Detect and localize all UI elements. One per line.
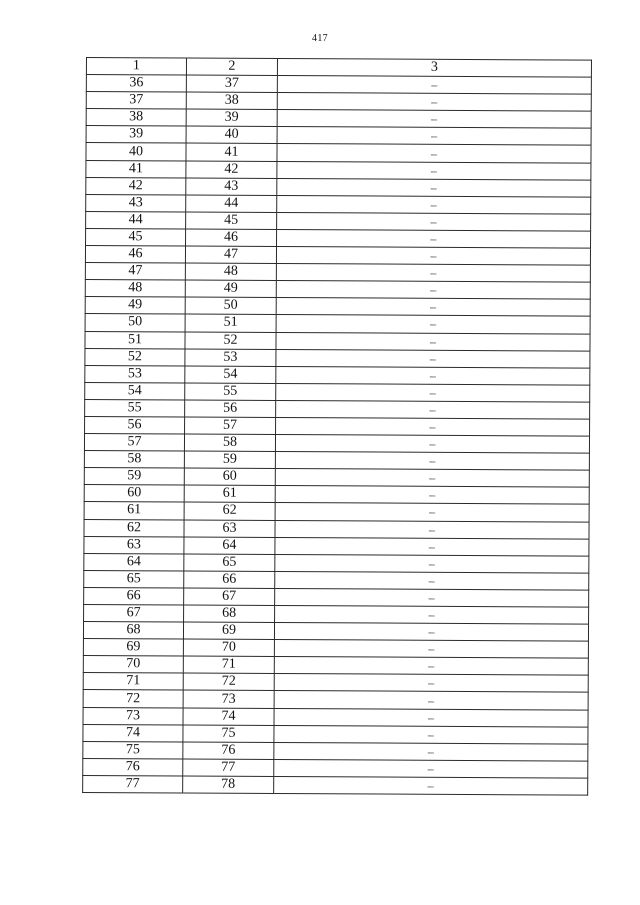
table-cell: 45 — [186, 212, 277, 230]
table-cell: 62 — [184, 502, 275, 520]
table-cell: 52 — [185, 332, 276, 350]
table-cell: 76 — [83, 758, 183, 776]
table-cell: 51 — [185, 314, 276, 332]
table-cell: 65 — [184, 554, 275, 572]
table-cell: 48 — [185, 263, 276, 281]
column-header: 1 — [86, 58, 186, 76]
table-body — [83, 75, 592, 796]
table-cell: 57 — [84, 434, 184, 452]
column-header: 3 — [277, 59, 591, 78]
table-cell: 40 — [186, 126, 277, 144]
table-cell: 69 — [83, 639, 183, 657]
table-cell: – — [276, 400, 590, 419]
table-cell: – — [276, 247, 590, 266]
table-cell: – — [277, 127, 591, 146]
table-cell: – — [274, 640, 588, 659]
table-cell: – — [275, 503, 589, 522]
table-cell: 43 — [86, 194, 186, 212]
table-cell: 39 — [186, 109, 277, 127]
table-cell: 73 — [183, 690, 274, 708]
table-cell: 56 — [185, 400, 276, 418]
table-cell: – — [277, 229, 591, 248]
table-cell: 71 — [83, 673, 183, 691]
table-cell: 61 — [84, 502, 184, 520]
table-cell: 75 — [83, 741, 183, 759]
table-cell: – — [276, 281, 590, 300]
table-cell: 49 — [185, 280, 276, 298]
table-cell: 52 — [85, 348, 185, 366]
table-cell: 49 — [85, 297, 185, 315]
table-cell: 59 — [84, 468, 184, 486]
table-cell: 37 — [186, 75, 277, 93]
table-cell: 76 — [183, 742, 274, 760]
table-cell: 38 — [186, 92, 277, 110]
table-cell: 69 — [183, 622, 274, 640]
table-cell: 47 — [185, 246, 276, 264]
table-cell: 36 — [86, 75, 186, 93]
table-cell: – — [276, 366, 590, 385]
table-cell: 55 — [185, 383, 276, 401]
table-cell: 58 — [84, 451, 184, 469]
table-cell: 44 — [186, 195, 277, 213]
table-cell: – — [275, 588, 589, 607]
table-cell: – — [274, 623, 588, 642]
table-cell: – — [277, 195, 591, 214]
table-cell: 59 — [184, 451, 275, 469]
table-cell: 41 — [86, 160, 186, 178]
table-cell: – — [275, 554, 589, 573]
table-cell: 65 — [84, 570, 184, 588]
table-cell: 43 — [186, 178, 277, 196]
table-cell: 63 — [84, 536, 184, 554]
table-cell: – — [276, 383, 590, 402]
table-cell: 47 — [85, 263, 185, 281]
table-cell: 42 — [186, 161, 277, 179]
table-cell: 51 — [85, 331, 185, 349]
table-cell: 62 — [84, 519, 184, 537]
table-cell: 74 — [83, 724, 183, 742]
table-cell: 78 — [183, 776, 274, 794]
table-cell: – — [275, 486, 589, 505]
table-cell: 63 — [184, 520, 275, 538]
table-cell: 46 — [186, 229, 277, 247]
table-cell: 46 — [85, 246, 185, 264]
table-cell: 70 — [83, 656, 183, 674]
table-cell: 67 — [184, 588, 275, 606]
table-cell: 64 — [184, 537, 275, 555]
table-cell: 39 — [86, 126, 186, 144]
table-cell: 50 — [185, 297, 276, 315]
table-cell: 73 — [83, 707, 183, 725]
table-cell: 58 — [184, 434, 275, 452]
page-number: 417 — [312, 33, 328, 44]
table-cell: 72 — [83, 690, 183, 708]
table-cell: – — [275, 571, 589, 590]
table-cell: – — [276, 332, 590, 351]
table-cell: 42 — [86, 177, 186, 195]
table-cell: – — [276, 298, 590, 317]
table-cell: – — [277, 93, 591, 112]
table-cell: – — [277, 178, 591, 197]
data-table — [82, 57, 592, 796]
table-cell: – — [277, 76, 591, 95]
table-cell: 66 — [84, 587, 184, 605]
table-cell: 55 — [85, 399, 185, 417]
table-cell: 70 — [183, 639, 274, 657]
table-cell: 68 — [184, 605, 275, 623]
table-cell: – — [275, 537, 589, 556]
table-cell: – — [274, 674, 588, 693]
table-cell: 37 — [86, 92, 186, 110]
table-cell: 64 — [84, 553, 184, 571]
table-cell: – — [276, 264, 590, 283]
table-cell: 66 — [184, 571, 275, 589]
table-cell: – — [275, 469, 589, 488]
table-cell: – — [275, 520, 589, 539]
table-cell: 77 — [183, 759, 274, 777]
table-cell: – — [274, 742, 588, 761]
table-cell: 50 — [85, 314, 185, 332]
column-header: 2 — [186, 58, 277, 76]
table-cell: 60 — [184, 468, 275, 486]
table-cell: 40 — [86, 143, 186, 161]
table-cell: 54 — [185, 366, 276, 384]
table-cell: – — [274, 691, 588, 710]
table-cell: 53 — [85, 365, 185, 383]
table-cell: 48 — [85, 280, 185, 298]
table-cell: – — [274, 725, 588, 744]
table-cell: 41 — [186, 143, 277, 161]
table-cell: 75 — [183, 725, 274, 743]
table-cell: 67 — [84, 604, 184, 622]
table-cell: – — [276, 315, 590, 334]
table-cell: 60 — [84, 485, 184, 503]
table-cell: – — [274, 776, 588, 795]
table-cell: – — [275, 452, 589, 471]
table-cell: 44 — [86, 211, 186, 229]
table-cell: 57 — [185, 417, 276, 435]
table-cell: – — [277, 212, 591, 231]
table-cell: 61 — [184, 485, 275, 503]
table-cell: – — [276, 417, 590, 436]
table-cell: – — [274, 657, 588, 676]
table-cell: 54 — [85, 382, 185, 400]
table-cell: 38 — [86, 109, 186, 127]
table-cell: – — [276, 349, 590, 368]
table-cell: 72 — [183, 673, 274, 691]
table-cell: 71 — [183, 656, 274, 674]
table-cell: – — [277, 110, 591, 129]
table-cell: 56 — [85, 416, 185, 434]
table-cell: – — [277, 144, 591, 163]
table-cell: – — [274, 708, 588, 727]
table-cell: 53 — [185, 349, 276, 367]
table-cell: 77 — [83, 775, 183, 793]
table-cell: 68 — [83, 622, 183, 640]
table-cell: – — [277, 161, 591, 180]
table-cell: – — [275, 605, 589, 624]
table-cell: 74 — [183, 708, 274, 726]
table-cell: – — [275, 435, 589, 454]
table-cell: – — [274, 759, 588, 778]
table-row — [83, 775, 588, 795]
table-cell: 45 — [86, 228, 186, 246]
